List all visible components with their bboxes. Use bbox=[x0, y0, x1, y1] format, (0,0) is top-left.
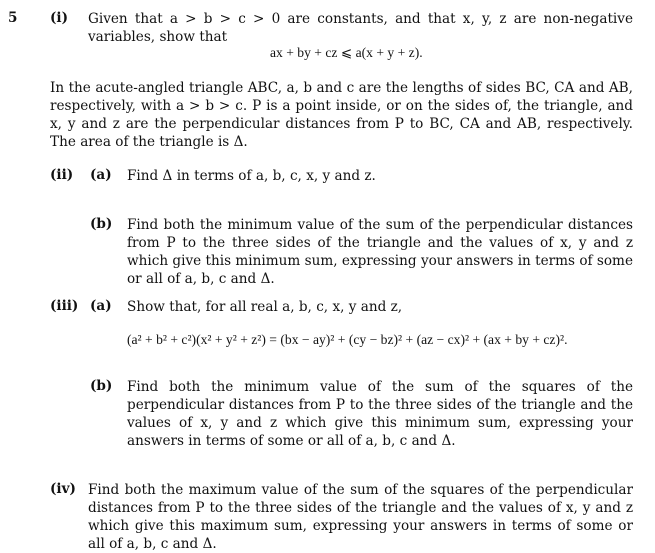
part-i-label: (i) bbox=[50, 10, 69, 26]
part-iv-label: (iv) bbox=[50, 481, 76, 497]
part-iii-a-label: (a) bbox=[90, 298, 112, 314]
part-iii-a-text: Show that, for all real a, b, c, x, y and z, bbox=[127, 299, 403, 315]
part-i-inequality: ax + by + cz ⩽ a(x + y + z). bbox=[270, 45, 423, 60]
part-iv-text: Find both the maximum value of the sum of the squares of the perpendicular distances from P to the three sides of the triangle and the values of x, y and z which give this maximum sum, expressing your answers in terms of some or all of a, b, c and Δ. bbox=[88, 482, 633, 552]
part-i-text: Given that a > b > c > 0 are constants, and that x, y, z are non-negative variables, show that bbox=[88, 11, 633, 45]
part-ii-a-label: (a) bbox=[90, 167, 112, 183]
part-iii-b-label: (b) bbox=[90, 378, 113, 394]
part-ii-b-text: Find both the minimum value of the sum of the perpendicular distances from P to the three sides of the triangle and the values of x, y and z which give this minimum sum, expressing your answers in terms of some or all of a, b, c and Δ. bbox=[127, 217, 633, 287]
question-number: 5 bbox=[8, 10, 18, 26]
part-ii-label: (ii) bbox=[50, 167, 74, 183]
part-iii-identity: (a² + b² + c²)(x² + y² + z²) = (bx − ay)² + (cy − bz)² + (az − cx)² + (ax + by + cz)². bbox=[127, 332, 568, 347]
part-ii-a-text: Find Δ in terms of a, b, c, x, y and z. bbox=[127, 168, 376, 184]
part-iii-label: (iii) bbox=[50, 298, 79, 314]
part-ii-b-label: (b) bbox=[90, 216, 113, 232]
context-paragraph: In the acute-angled triangle ABC, a, b and c are the lengths of sides BC, CA and AB, respectively, with a > b > c. P is a point inside, or on the sides of, the triangle, and x, y and z are the perpendicular distances from P to BC, CA and AB, respectively. The area of the triangle is Δ. bbox=[50, 80, 633, 150]
part-iii-b-text: Find both the minimum value of the sum of the squares of the perpendicular distances from P to the three sides of the triangle and the values of x, y and z which give this minimum sum, expressing your answers in terms of some or all of a, b, c and Δ. bbox=[127, 379, 633, 449]
